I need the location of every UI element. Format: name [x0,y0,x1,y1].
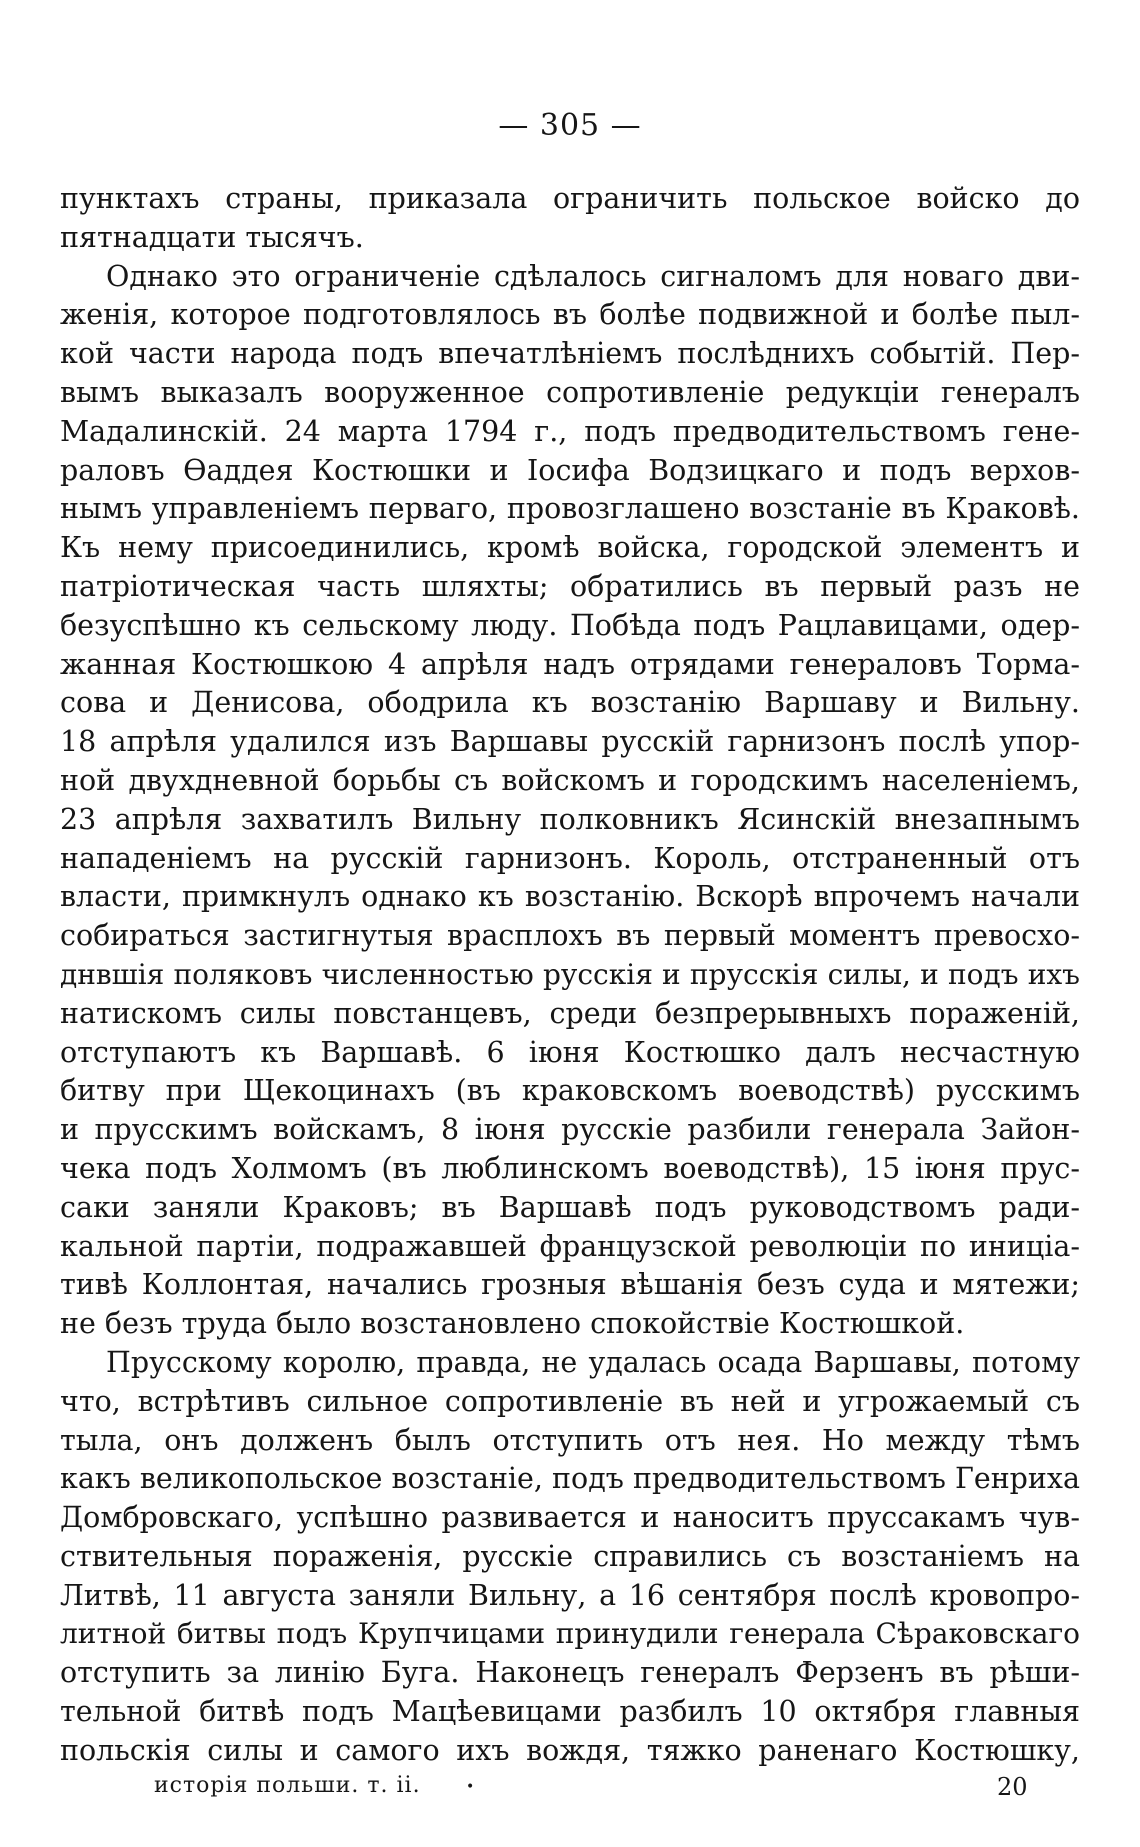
text-line: литной битвы подъ Крупчицами принудили генерала Сѣраковскаго [60,1617,1080,1651]
text-line: и прусскимъ войскамъ, 8 іюня русскіе разбили генерала Зайон- [60,1113,1080,1147]
text-line: собираться застигнутыя врасплохъ въ первый моментъ превосхо- [60,919,1080,953]
text-line: 23 апрѣля захватилъ Вильну полковникъ Ясинскій внезапнымъ [60,802,1080,836]
text-line: битву при Щекоцинахъ (въ краковскомъ воеводствѣ) русскимъ [60,1074,1080,1108]
body-text [60,180,1080,1771]
text-line: кальной партіи, подражавшей французской революціи по иниціа- [60,1229,1080,1263]
text-line: тивѣ Коллонтая, начались грозныя вѣшанія безъ суда и мятежи; [60,1268,1080,1302]
text-line: жанная Костюшкою 4 апрѣля надъ отрядами генераловъ Торма- [60,647,1080,681]
text-line: что, встрѣтивъ сильное сопротивленіе въ ней и угрожаемый съ [60,1384,1080,1418]
text-line: Мадалинскій. 24 марта 1794 г., подъ предводительствомъ гене- [60,414,1080,448]
text-line: патріотическая часть шляхты; обратились въ первый разъ не [60,569,1080,603]
text-line: тыла, онъ долженъ былъ отступить отъ нея. Но между тѣмъ [60,1423,1080,1457]
text-line: Литвѣ, 11 августа заняли Вильну, а 16 сентября послѣ кровопро- [60,1578,1080,1612]
text-line: какъ великопольское возстаніе, подъ предводительствомъ Генриха [60,1462,1080,1496]
text-line: Однако это ограниченіе сдѣлалось сигналомъ для новаго дви- [106,259,1080,293]
text-line: тельной битвѣ подъ Мацѣевицами разбилъ 10 октября главныя [60,1695,1080,1729]
text-line: вымъ выказалъ вооруженное сопротивленіе редукціи генералъ [60,375,1080,409]
text-line: не безъ труда было возстановлено спокойствіе Костюшкой. [60,1307,965,1341]
text-line: польскія силы и самого ихъ вождя, тяжко раненаго Костюшку, [60,1733,1080,1767]
text-line: кой части народа подъ впечатлѣніемъ послѣднихъ событій. Пер- [60,337,1080,371]
text-line: пятнадцати тысячъ. [60,220,364,254]
text-line: 18 апрѣля удалился изъ Варшавы русскій гарнизонъ послѣ упор- [60,725,1080,759]
text-line: раловъ Ѳаддея Костюшки и Іосифа Водзицкаго и подъ верхов- [60,453,1080,487]
text-line: натискомъ силы повстанцевъ, среди безпрерывныхъ пораженій, [60,996,1080,1030]
text-line: ной двухдневной борьбы съ войскомъ и городскимъ населеніемъ, [60,763,1080,797]
text-line: сова и Денисова, ободрила къ возстанію Варшаву и Вильну. [60,686,1080,720]
text-line: ствительныя пораженія, русскіе справились съ возстаніемъ на [60,1539,1080,1573]
text-line: пунктахъ страны, приказала ограничить польское войско до [60,182,1080,215]
page-footer [60,1773,1080,1813]
text-line: чека подъ Холмомъ (въ люблинскомъ воеводствѣ), 15 іюня прус- [60,1151,1080,1185]
sheet-number: 20 [997,1773,1028,1801]
text-line: нападеніемъ на русскій гарнизонъ. Король, отстраненный отъ [60,841,1080,875]
text-line: Прусскому королю, правда, не удалась осада Варшавы, потому [106,1345,1080,1379]
signature-mark: исторія польши. т. ii. [154,1773,421,1798]
text-line: Домбровскаго, успѣшно развивается и наноситъ пруссакамъ чув- [60,1501,1080,1535]
text-line: власти, примкнулъ однако къ возстанію. Вскорѣ впрочемъ начали [60,880,1080,914]
text-line: саки заняли Краковъ; въ Варшавѣ подъ руководствомъ ради- [60,1190,1080,1224]
text-line: днвшія поляковъ численностью русскія и прусскія силы, и подъ ихъ [60,957,1080,991]
text-line: отступить за линію Буга. Наконецъ генералъ Ферзенъ въ рѣши- [60,1656,1080,1690]
text-line: женія, которое подготовлялось въ болѣе подвижной и болѣе пыл- [60,298,1080,332]
page-number: — 305 — [498,108,642,143]
text-line: отступаютъ къ Варшавѣ. 6 іюня Костюшко далъ несчастную [60,1035,1080,1069]
printer-dot: • [466,1779,475,1795]
text-line: безуспѣшно къ сельскому люду. Побѣда подъ Рацлавицами, одер- [60,608,1080,642]
text-line: нымъ управленіемъ перваго, провозглашено возстаніе въ Краковѣ. [60,492,1080,526]
text-line: Къ нему присоединились, кромѣ войска, городской элементъ и [60,531,1080,565]
